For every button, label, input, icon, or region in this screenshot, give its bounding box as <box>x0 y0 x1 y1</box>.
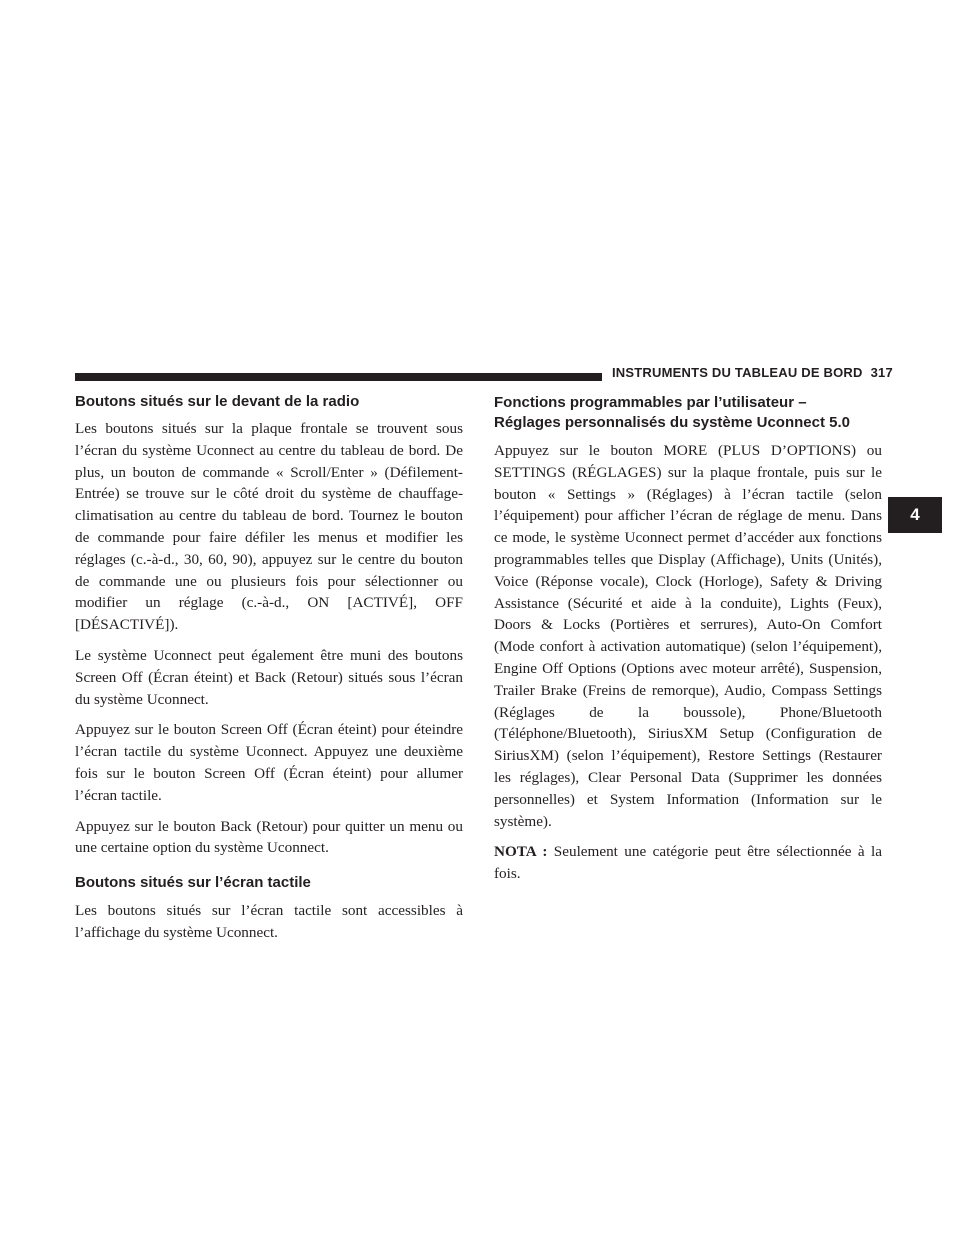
chapter-tab: 4 <box>888 497 942 533</box>
page-number: 317 <box>870 365 893 380</box>
heading-line-1: Fonctions programmables par l’utilisateur – <box>494 394 807 411</box>
paragraph: Appuyez sur le bouton MORE (PLUS D’OPTIONS) ou SETTINGS (RÉGLAGES) sur la plaque frontale, puis sur le bouton « Settings » (Réglages) à l’écran tactile (selon l’équipement) pour afficher l’écran de réglage de menu. Dans ce mode, le système Uconnect permet d’accéder aux fonctions programmables telles que Display (Affichage), Units (Unités), Voice (Réponse vocale), Clock (Horloge), Safety & Driving Assistance (Sécurité et aide à la conduite), Lights (Feux), Doors & Locks (Portières et serrures), Auto-On Comfort (Mode confort à activation automatique) (selon l’équipement), Engine Off Options (Options avec moteur arrêté), Suspension, Trailer Brake (Freins de remorque), Audio, Compass Settings (Réglages de la boussole), Phone/Bluetooth (Téléphone/Bluetooth), SiriusXM Setup (Configuration de SiriusXM) (selon l’équipement), Restore Settings (Restaurer les réglages), Clear Personal Data (Supprimer les données personnelles) et System Information (Information sur le système). <box>494 442 882 830</box>
paragraph: Appuyez sur le bouton Screen Off (Écran éteint) pour éteindre l’écran tactile du système Uconnect. Appuyez une deuxième fois sur le bouton Screen Off (Écran éteint) pour allumer l’écran tactile. <box>75 721 463 804</box>
header-rule <box>75 373 602 381</box>
paragraph: Les boutons situés sur la plaque frontale se trouvent sous l’écran du système Uconnect au centre du tableau de bord. De plus, un bouton de commande « Scroll/Enter » (Défilement-Entrée) se trouve sur le côté droit du système de chauffage-climatisation au centre du tableau de bord. Tournez le bouton de commande pour faire défiler les menus et modifier les réglages (c.-à-d., 30, 60, 90), appuyez sur le centre du bouton de commande une ou plusieurs fois pour sélectionner ou modifier un réglage (c.-à-d., ON [ACTIVÉ], OFF [DÉSACTIVÉ]). <box>75 420 463 634</box>
heading-radio-buttons: Boutons situés sur le devant de la radio <box>75 393 360 410</box>
nota-label: NOTA : <box>494 843 548 861</box>
heading-line-2: Réglages personnalisés du système Uconnect 5.0 <box>494 414 850 431</box>
running-header <box>612 365 893 380</box>
heading-touchscreen-buttons: Boutons situés sur l’écran tactile <box>75 874 311 892</box>
left-column <box>75 392 463 953</box>
heading-programmable-features <box>494 393 882 433</box>
nota-paragraph <box>494 841 882 885</box>
paragraph: Le système Uconnect peut également être muni des boutons Screen Off (Écran éteint) et Back (Retour) situés sous l’écran du système Uconnect. <box>75 646 463 708</box>
paragraph: Les boutons situés sur l’écran tactile sont accessibles à l’affichage du système Uconnect. <box>75 902 463 941</box>
right-column <box>494 393 882 894</box>
nota-text: Seulement une catégorie peut être sélectionnée à la fois. <box>494 843 882 883</box>
paragraph: Appuyez sur le bouton Back (Retour) pour quitter un menu ou une certaine option du système Uconnect. <box>75 817 463 857</box>
section-title: INSTRUMENTS DU TABLEAU DE BORD <box>612 365 863 380</box>
